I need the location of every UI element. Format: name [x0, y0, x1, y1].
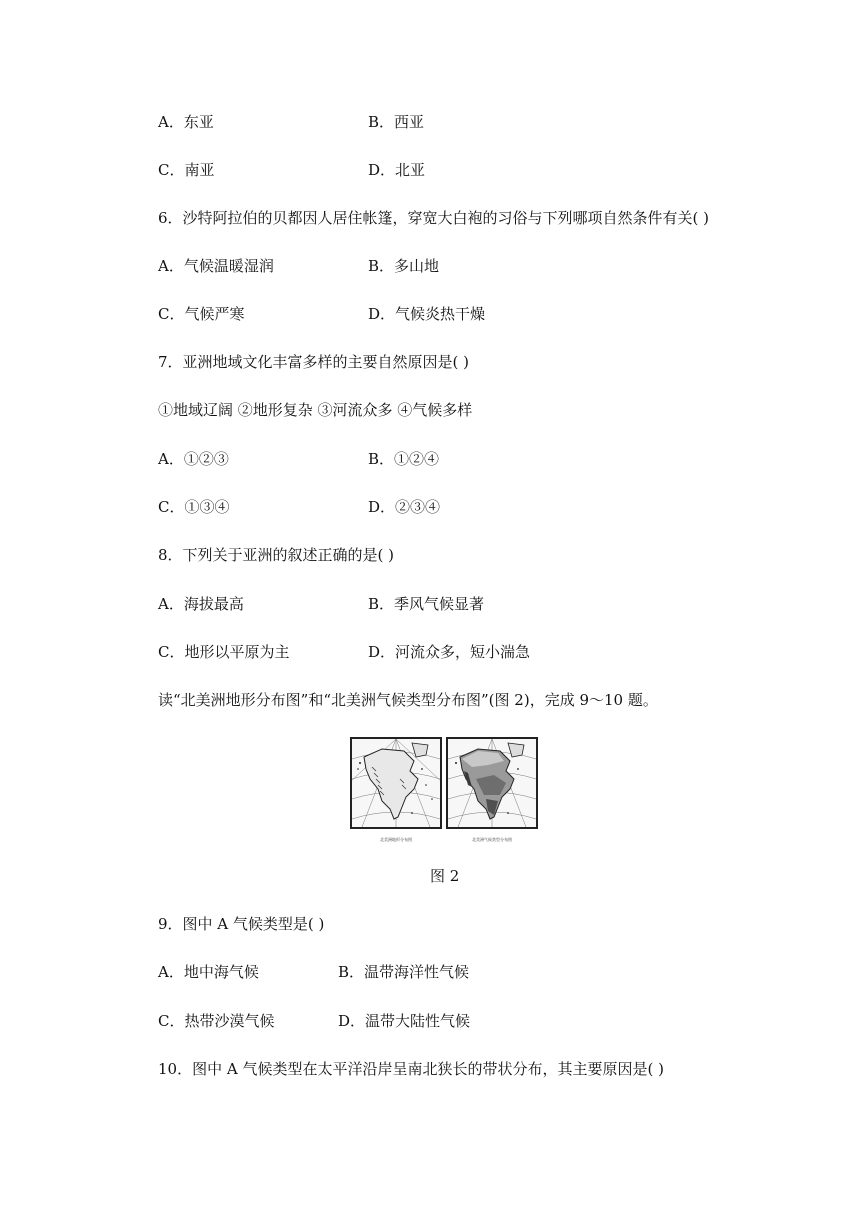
climate-map: [446, 737, 538, 829]
q7-option-b: B．①②④: [368, 450, 440, 468]
q9-option-a: A．地中海气候: [158, 963, 259, 981]
q9-option-d: D．温带大陆性气候: [338, 1012, 471, 1030]
q7-option-a: A．①②③: [158, 450, 229, 468]
q10-stem: 10．图中 A 气候类型在太平洋沿岸呈南北狭长的带状分布，其主要原因是( ): [158, 1060, 664, 1078]
q8-option-d: D．河流众多，短小湍急: [368, 643, 531, 661]
q7-option-d: D．②③④: [368, 498, 441, 516]
q6-option-b: B．多山地: [368, 257, 440, 275]
figure-2-maps: [350, 737, 540, 842]
q8-option-c: C．地形以平原为主: [158, 643, 290, 661]
q8-option-a: A．海拔最高: [158, 595, 244, 613]
terrain-map-graphic: [352, 739, 440, 827]
q5-option-b: B．西亚: [368, 113, 425, 131]
q7-stem: 7．亚洲地域文化丰富多样的主要自然原因是( ): [158, 353, 470, 371]
q6-stem: 6．沙特阿拉伯的贝都因人居住帐篷，穿宽大白袍的习俗与下列哪项自然条件有关( ): [158, 209, 710, 227]
figure-caption: 图 2: [430, 867, 460, 885]
climate-map-label: 北美洲气候类型分布图: [472, 837, 512, 842]
terrain-map-label: 北美洲地形分布图: [380, 837, 412, 842]
section-intro: 读“北美洲地形分布图”和“北美洲气候类型分布图”(图 2)，完成 9～10 题。: [158, 691, 658, 709]
climate-map-graphic: [448, 739, 536, 827]
q9-option-b: B．温带海洋性气候: [338, 963, 470, 981]
q9-stem: 9．图中 A 气候类型是( ): [158, 915, 325, 933]
q7-items: ①地域辽阔 ②地形复杂 ③河流众多 ④气候多样: [158, 401, 473, 419]
q7-option-c: C．①③④: [158, 498, 230, 516]
q5-option-a: A．东亚: [158, 113, 214, 131]
q8-stem: 8．下列关于亚洲的叙述正确的是( ): [158, 546, 395, 564]
q5-option-d: D．北亚: [368, 161, 426, 179]
q6-option-c: C．气候严寒: [158, 305, 245, 323]
q8-option-b: B．季风气候显著: [368, 595, 485, 613]
q9-option-c: C．热带沙漠气候: [158, 1012, 275, 1030]
q6-option-d: D．气候炎热干燥: [368, 305, 486, 323]
q6-option-a: A．气候温暖湿润: [158, 257, 274, 275]
q5-option-c: C．南亚: [158, 161, 215, 179]
terrain-map: [350, 737, 442, 829]
